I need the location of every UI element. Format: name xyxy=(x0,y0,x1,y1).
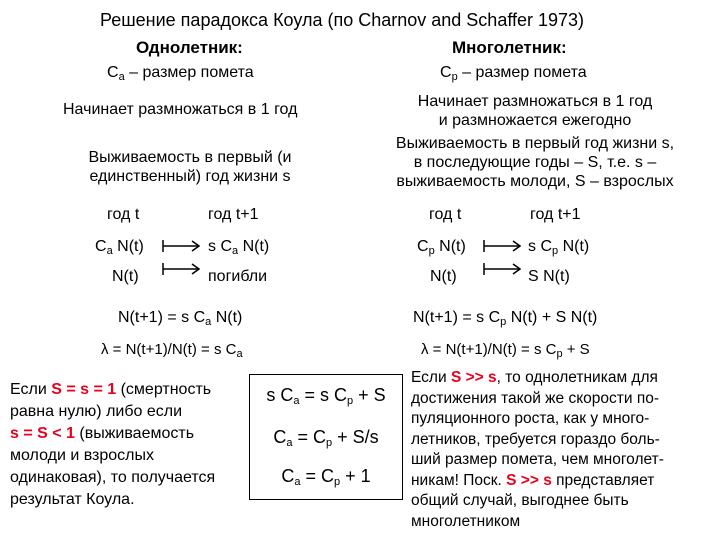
annual-lambda: λ = N(t+1)/N(t) = s $C_a$ xyxy=(101,341,243,360)
perennial-row1-left: $C_p$ N(t) xyxy=(417,238,466,257)
perennial-advantage-note: Если S >> s, то однолетникам для достижения такой же скорости по- пуляционного роста, как у много- летников, требуется гораздо боль- ший размер помета, чем многолет- никам! Поск. S >> s представляет общий случай, выгоднее быть многолетником xyxy=(411,369,664,530)
perennial-col-year-t1: год t+1 xyxy=(530,206,581,223)
arrow-right-icon xyxy=(483,239,521,253)
perennial-start: Начинает размножаться в 1 год и размножается ежегодно xyxy=(417,93,653,129)
annual-litter-size: $C_a$ – размер помета xyxy=(107,64,254,83)
annual-col-year-t1: год t+1 xyxy=(208,206,259,223)
annual-start: Начинает размножаться в 1 год xyxy=(63,101,298,118)
formula-3: $C_a = C_p + 1$ xyxy=(281,466,371,488)
perennial-col-year-t: год t xyxy=(429,206,462,223)
formula-1: s $C_a = s$ $C_p + S$ xyxy=(266,385,386,407)
perennial-row2-right: S N(t) xyxy=(528,268,570,285)
annual-col-year-t: год t xyxy=(107,206,140,223)
perennial-survival: Выживаемость в первый год жизни s, в последующие годы – S, т.е. s – выживаемость молоди, S – взрослых xyxy=(395,135,675,190)
annual-row1-right: s $C_a$ N(t) xyxy=(208,238,270,257)
perennial-heading: Многолетник: xyxy=(452,38,567,57)
arrow-right-icon xyxy=(162,239,200,253)
annual-row1-left: $C_a$ N(t) xyxy=(95,238,144,257)
perennial-lambda: λ = N(t+1)/N(t) = s $C_p + S$ xyxy=(421,341,590,360)
perennial-row1-right: s $C_p$ N(t) xyxy=(528,238,590,257)
arrow-right-icon xyxy=(162,262,200,276)
perennial-litter-size: $C_p$ – размер помета xyxy=(440,64,587,83)
annual-row2-left: N(t) xyxy=(112,268,139,285)
page-title: Решение парадокса Коула (по Charnov and Schaffer 1973) xyxy=(100,10,585,30)
perennial-row2-left: N(t) xyxy=(430,268,457,285)
annual-survival: Выживаемость в первый (и единственный) год жизни s xyxy=(88,149,292,185)
arrow-right-icon xyxy=(483,262,521,276)
annual-recurrence: N(t+1) = s $C_a$ N(t) xyxy=(118,309,243,328)
annual-heading: Однолетник: xyxy=(136,38,243,57)
formula-2: $C_a = C_p + S/s$ xyxy=(273,427,379,449)
perennial-recurrence: N(t+1) = s $C_p$ N(t) + S N(t) xyxy=(413,309,598,328)
cole-result-note: Если S = s = 1 (смертность равна нулю) либо если s = S < 1 (выживаемость молоди и взрослых одинаковая), то получается результат Коула. xyxy=(10,381,216,508)
annual-row2-right: погибли xyxy=(208,268,268,285)
